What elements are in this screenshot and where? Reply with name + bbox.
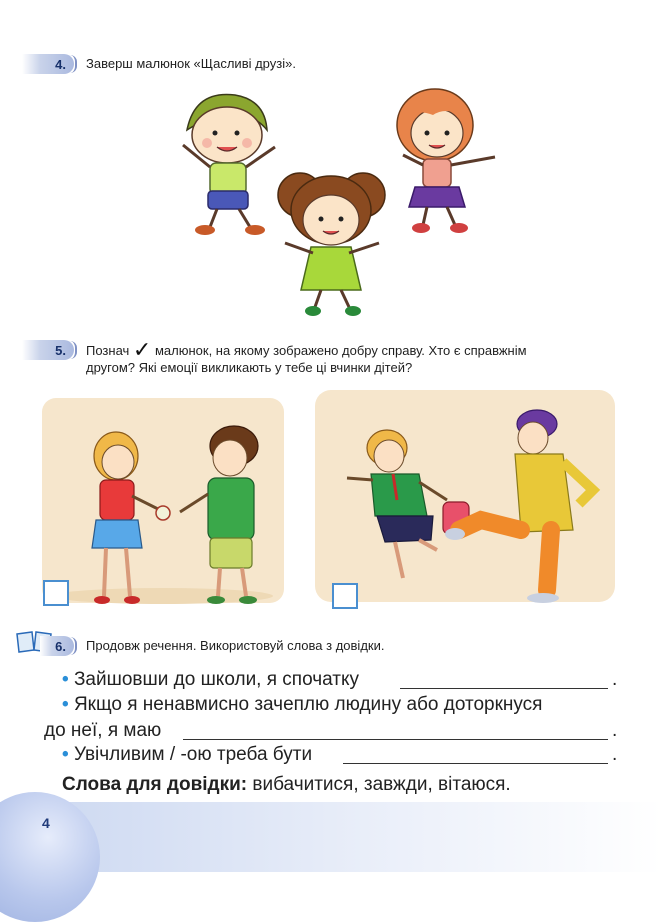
bullet: • [62,744,69,765]
good-deed-checkbox[interactable] [43,580,69,606]
sentence-2-answer-line[interactable] [183,739,608,740]
sentence-3-period: . [612,744,618,765]
reference-word-list: вибачитися, завжди, вітаюся. [252,774,511,795]
curly-girl-figure [278,173,385,316]
checkmark-icon: ✓ [132,337,152,362]
sentence-1-period: . [612,669,618,690]
page-number: 4 [42,815,50,831]
reference-words [62,773,511,797]
sentence-2 [62,693,618,717]
bad-deed-picture [315,390,615,612]
task-6-badge [40,636,74,656]
task-5-badge [22,340,74,360]
task-4-text: Заверш малюнок «Щасливі друзі». [86,56,296,71]
sentence-2-period: . [612,720,618,741]
task-5-text-after-check: малюнок, на якому зображено добру справу. Хто є справжнім [154,343,527,358]
sentence-2-text-line1: Якщо я ненавмисно зачеплю людину або доторкнуся [73,694,543,715]
task-6-number: 6. [55,638,66,654]
task-5-number: 5. [55,342,66,358]
sentence-1-text: Зайшовши до школи, я спочатку [73,669,360,690]
reference-label: Слова для довідки: [62,774,248,795]
bullet: • [62,694,69,715]
sentence-1-answer-line[interactable] [400,688,608,689]
sentence-1 [62,668,359,692]
task-5-text [86,337,626,362]
task-4-badge [22,54,74,74]
task-5-text-line2: другом? Які емоції викликають у тебе ці вчинки дітей? [86,360,413,375]
bad-deed-checkbox[interactable] [332,583,358,609]
bullet: • [62,669,69,690]
task-6-text: Продовж речення. Використовуй слова з довідки. [86,638,385,653]
task-5-text-before-check: Познач [86,343,130,358]
boy-figure [183,94,275,235]
good-deed-picture [42,398,284,613]
sentence-3 [62,743,312,767]
task-4-number: 4. [55,56,66,72]
sentence-2-line2: до неї, я маю [44,720,162,741]
happy-friends-illustration [165,85,505,320]
red-haired-girl-figure [397,89,495,233]
sentence-3-text: Увічливим / -ою треба бути [73,744,313,765]
sentence-3-answer-line[interactable] [343,763,608,764]
